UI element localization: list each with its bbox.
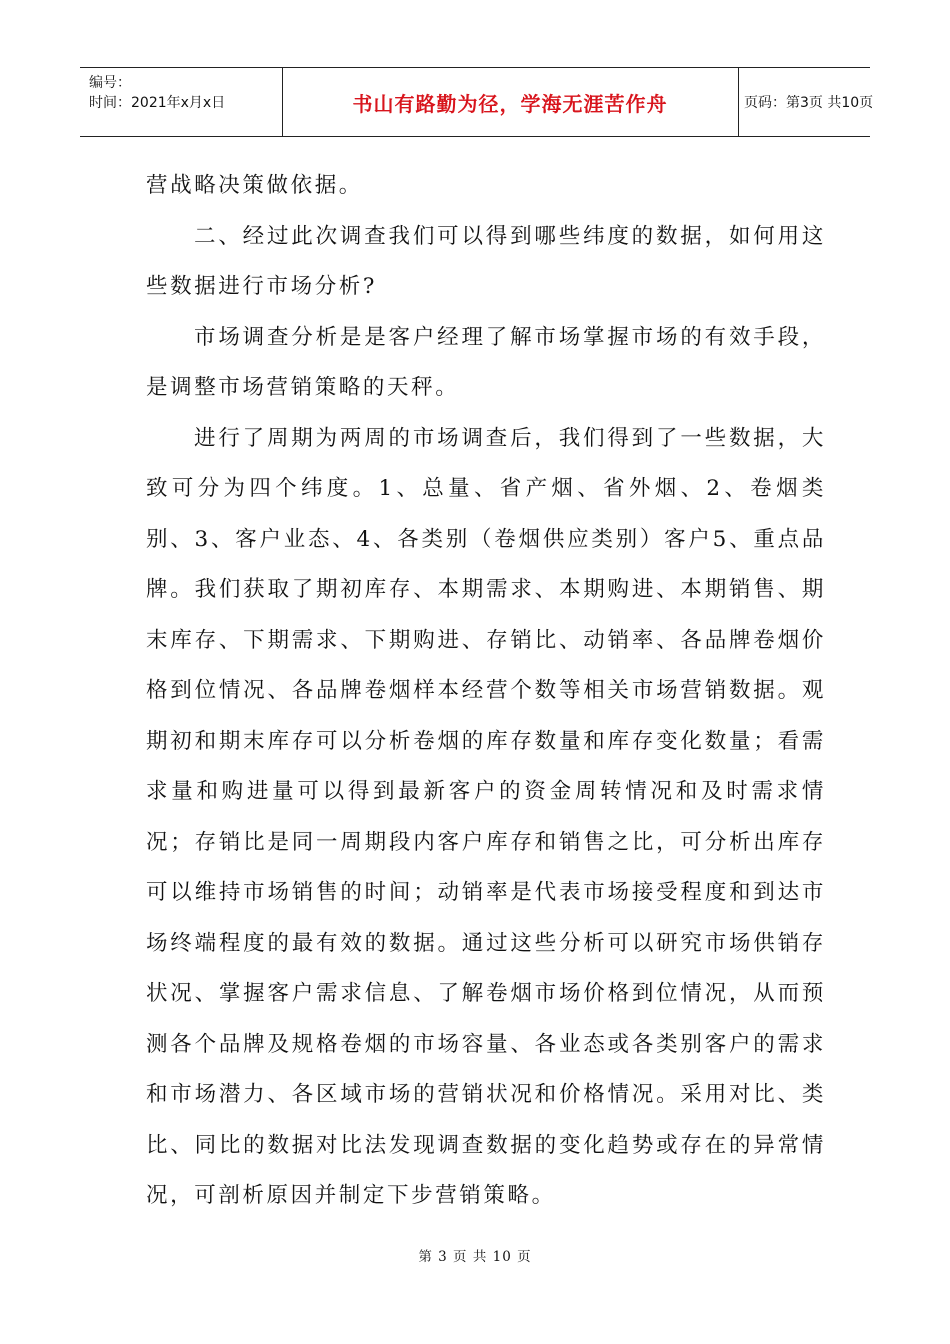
paragraph-analysis: 进行了周期为两周的市场调查后，我们得到了一些数据，大致可分为四个纬度。1、总量、省产烟、省外烟、2、卷烟类别、3、客户业态、4、各类别（卷烟供应类别）客户5、重点品牌。我们获取了期初库存、本期需求、本期购进、本期销售、期末库存、下期需求、下期购进、存销比、动销率、各品牌卷烟价格到位情况、各品牌卷烟样本经营个数等相关市场营销数据。观期初和期末库存可以分析卷烟的库存数量和库存变化数量；看需求量和购进量可以得到最新客户的资金周转情况和及时需求情况；存销比是同一周期段内客户库存和销售之比，可分析出库存可以维持市场销售的时间；动销率是代表市场接受程度和到达市场终端程度的最有效的数据。通过这些分析可以研究市场供销存状况、掌握客户需求信息、了解卷烟市场价格到位情况，从而预测各个品牌及规格卷烟的市场容量、各业态或各类别客户的需求和市场潜力、各区域市场的营销状况和价格情况。采用对比、类比、同比的数据对比法发现调查数据的变化趋势或存在的异常情况，可剖析原因并制定下步营销策略。 (146, 425, 826, 1208)
document-number-label: 编号： (89, 75, 131, 91)
header-meta-cell (80, 68, 283, 136)
header-page-number: 页码：第3页 共10页 (744, 95, 874, 111)
header-page-cell (738, 68, 874, 136)
document-date-label: 时间：2021年x月x日 (89, 95, 226, 111)
paragraph-continuation: 营战略决策做依据。 (146, 173, 363, 198)
document-body (146, 161, 826, 1222)
page-header (80, 67, 874, 137)
paragraph-question: 二、经过此次调查我们可以得到哪些纬度的数据，如何用这些数据进行市场分析? (146, 223, 826, 299)
paragraph-intro: 市场调查分析是是客户经理了解市场掌握市场的有效手段，是调整市场营销策略的天秤。 (146, 324, 826, 400)
header-motto: 书山有路勤为径，学海无涯苦作舟 (352, 91, 668, 116)
page-footer: 第 3 页 共 10 页 (418, 1249, 532, 1265)
header-motto-cell (282, 68, 739, 136)
